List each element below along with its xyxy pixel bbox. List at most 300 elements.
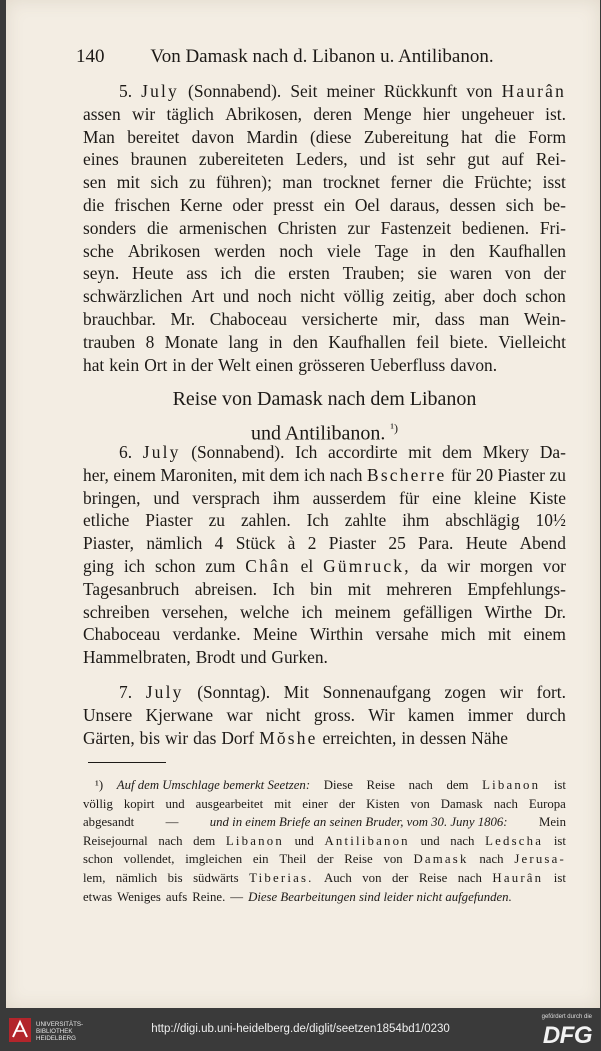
word: Dr. bbox=[544, 601, 566, 622]
word: presst bbox=[273, 194, 314, 215]
text-line bbox=[83, 532, 566, 555]
word: Mein bbox=[538, 815, 566, 830]
word: mit bbox=[487, 624, 512, 645]
viewer-footer bbox=[0, 1008, 601, 1051]
word: nach bbox=[479, 852, 504, 867]
word: ging bbox=[83, 555, 114, 576]
word: verdanke. bbox=[172, 624, 241, 645]
word: mit bbox=[274, 796, 292, 811]
word: July bbox=[142, 442, 181, 462]
word: frischen bbox=[114, 194, 171, 215]
text-line bbox=[83, 623, 566, 646]
word: Vielleicht bbox=[498, 331, 566, 352]
word: wir bbox=[499, 682, 523, 702]
word: schon bbox=[154, 555, 196, 576]
word: meinem bbox=[334, 601, 391, 622]
word: Welt bbox=[218, 354, 251, 375]
text-line bbox=[83, 240, 566, 263]
word: und bbox=[420, 833, 440, 848]
word: Mŏshe bbox=[259, 727, 318, 748]
word: noch bbox=[279, 240, 314, 261]
text-line bbox=[83, 103, 566, 126]
word: ¹) bbox=[95, 778, 104, 792]
word: sen bbox=[83, 172, 107, 193]
word: Reise bbox=[344, 852, 373, 867]
word: Antilibanon bbox=[324, 833, 410, 848]
page-number: 140 bbox=[76, 46, 105, 67]
word: Reise bbox=[366, 778, 395, 792]
text-line bbox=[83, 813, 566, 832]
word: trocknet bbox=[322, 172, 380, 193]
text-line bbox=[83, 331, 566, 354]
word: die bbox=[146, 217, 169, 238]
word: gross. bbox=[313, 704, 355, 725]
word: von bbox=[383, 852, 403, 867]
word: nach bbox=[408, 778, 433, 792]
footnote bbox=[83, 776, 566, 906]
word: vor bbox=[542, 555, 566, 576]
word: schwärzlichen bbox=[83, 286, 183, 307]
word: welche bbox=[240, 601, 290, 622]
word: schreiben bbox=[83, 601, 150, 622]
word: Mr. bbox=[170, 308, 196, 329]
funded-by-label: gefördert durch die bbox=[541, 1014, 592, 1020]
word: völlig bbox=[343, 286, 385, 307]
word: zahlte bbox=[344, 510, 387, 531]
word: armenischen bbox=[179, 217, 267, 238]
word: Abrikosen, bbox=[225, 103, 303, 124]
word: 10½ bbox=[535, 510, 566, 531]
text-line bbox=[83, 441, 566, 464]
word: ist bbox=[553, 778, 566, 792]
word: Wirthin bbox=[309, 624, 364, 645]
word: oder bbox=[232, 194, 264, 215]
word: schon bbox=[83, 852, 113, 867]
word: Ueberfluss bbox=[369, 354, 446, 375]
word: nach bbox=[493, 796, 518, 811]
word: — bbox=[165, 815, 179, 830]
word: ihm bbox=[402, 510, 430, 531]
word: mehreren bbox=[386, 578, 452, 599]
word: Ledscha bbox=[485, 833, 544, 848]
text-line bbox=[83, 601, 566, 624]
word: ist bbox=[397, 149, 415, 170]
text-line bbox=[83, 578, 566, 601]
word: von bbox=[466, 81, 493, 101]
text-line bbox=[83, 776, 566, 795]
word: sich bbox=[150, 172, 179, 193]
word: Para. bbox=[418, 533, 454, 554]
word: für bbox=[450, 464, 472, 485]
word: mit bbox=[116, 172, 140, 193]
word: biete. bbox=[449, 331, 488, 352]
word: Abend bbox=[519, 533, 566, 554]
word: zu bbox=[188, 172, 206, 193]
word: imgleichen bbox=[185, 852, 243, 867]
permalink[interactable]: http://digi.ub.uni-heidelberg.de/diglit/seetzen1854bd1/0230 bbox=[151, 1023, 450, 1035]
word: à bbox=[287, 533, 296, 554]
word: führen); bbox=[215, 172, 272, 193]
word: schon bbox=[525, 286, 566, 307]
word: Jerusa- bbox=[514, 852, 566, 867]
text-line bbox=[83, 126, 566, 149]
word: deren bbox=[313, 103, 352, 124]
word: ausserdem bbox=[312, 487, 387, 508]
word: durch bbox=[526, 704, 566, 725]
word: nämlich bbox=[115, 870, 158, 885]
word: man bbox=[479, 308, 510, 329]
word: (Sonnabend). bbox=[188, 81, 282, 101]
word: in bbox=[401, 727, 415, 748]
word: etwas bbox=[83, 889, 113, 904]
word: Reise bbox=[418, 870, 448, 885]
word: der bbox=[190, 354, 214, 375]
word: Kisten bbox=[366, 796, 400, 811]
word: Menge bbox=[363, 103, 412, 124]
word: kamen bbox=[407, 704, 455, 725]
word: Fastenzeit bbox=[380, 217, 452, 238]
word: einem bbox=[113, 464, 156, 485]
word: aber bbox=[444, 286, 475, 307]
word: 4 bbox=[214, 533, 224, 554]
word: für bbox=[398, 487, 420, 508]
word: zahlen. bbox=[240, 510, 291, 531]
word: Auf dem Umschlage bemerkt Seetzen: bbox=[116, 778, 311, 792]
word: Ich bbox=[295, 442, 318, 462]
text-line bbox=[83, 509, 566, 532]
word: fort. bbox=[536, 682, 566, 702]
word: von bbox=[504, 263, 531, 284]
word: Man bbox=[83, 126, 115, 147]
word: Seit bbox=[290, 81, 318, 101]
word: bedienen. bbox=[461, 217, 530, 238]
word: auf bbox=[501, 149, 524, 170]
word: nicht bbox=[300, 286, 335, 307]
word: Kaufhallen bbox=[488, 240, 566, 261]
word: Form bbox=[528, 126, 566, 147]
text-line bbox=[83, 354, 566, 377]
word: be- bbox=[543, 194, 566, 215]
word: der bbox=[391, 870, 409, 885]
word: Libanon bbox=[225, 833, 284, 848]
word: wir bbox=[132, 103, 156, 124]
word: zubereiteten bbox=[198, 149, 284, 170]
word: da bbox=[420, 555, 438, 576]
word: zum bbox=[205, 555, 236, 576]
word: bis bbox=[167, 870, 183, 885]
word: bin bbox=[310, 578, 333, 599]
word: und bbox=[222, 286, 249, 307]
word: Hammelbraten, bbox=[83, 647, 191, 668]
word: die bbox=[442, 172, 464, 193]
word: die bbox=[254, 263, 276, 284]
word: nach bbox=[457, 870, 482, 885]
word: assen bbox=[83, 103, 121, 124]
word: mich bbox=[440, 624, 476, 645]
word: 8 bbox=[145, 331, 155, 352]
text-line bbox=[83, 832, 566, 851]
word: und in einem Briefe an seinen Bruder, vom 30. Juny 1806: bbox=[209, 815, 508, 830]
word: abreisen. bbox=[194, 578, 258, 599]
text-line bbox=[83, 850, 566, 869]
word: abschlägig bbox=[445, 510, 520, 531]
word: Ich bbox=[272, 578, 295, 599]
word: versicherte bbox=[301, 308, 378, 329]
word: Kerne bbox=[180, 194, 223, 215]
word: Piaster bbox=[145, 510, 193, 531]
word: daraus, bbox=[389, 194, 440, 215]
word: Heute bbox=[131, 263, 174, 284]
word: Wirthe bbox=[484, 601, 533, 622]
word: einem bbox=[523, 624, 566, 645]
word: Tagesanbruch bbox=[83, 578, 180, 599]
footnote-rule bbox=[88, 762, 166, 763]
word: (Sonnabend). bbox=[191, 442, 285, 462]
word: südwärts bbox=[193, 870, 239, 885]
word: meiner bbox=[326, 81, 375, 101]
word: ich bbox=[220, 263, 242, 284]
word: dessen bbox=[419, 727, 467, 748]
word: trauben bbox=[83, 331, 136, 352]
word: seyn. bbox=[83, 263, 120, 284]
word: Unsere bbox=[83, 704, 133, 725]
word: Stück bbox=[235, 533, 276, 554]
word: ersten bbox=[288, 263, 330, 284]
word: Chaboceau bbox=[83, 624, 161, 645]
word: Trauben; bbox=[342, 263, 405, 284]
text-line bbox=[83, 869, 566, 888]
word: ein bbox=[252, 852, 269, 867]
word: Diese bbox=[323, 778, 353, 792]
word: den bbox=[449, 240, 475, 261]
word: Fri- bbox=[539, 217, 566, 238]
word: Piaster, bbox=[83, 533, 134, 554]
word: ungeheuer bbox=[461, 103, 534, 124]
footnote-reference: ¹) bbox=[390, 421, 399, 435]
text-line bbox=[83, 262, 566, 285]
word: ein bbox=[323, 194, 345, 215]
text-line bbox=[83, 487, 566, 510]
word: davon bbox=[191, 126, 235, 147]
word: gut bbox=[467, 149, 490, 170]
word: Dorf bbox=[221, 727, 255, 748]
word: Empfehlungs- bbox=[467, 578, 566, 599]
word: gefälligen bbox=[402, 601, 473, 622]
word: el bbox=[300, 555, 314, 576]
word: July bbox=[145, 682, 184, 702]
word: Nähe bbox=[471, 727, 508, 748]
word: war bbox=[226, 704, 253, 725]
word: Heute bbox=[465, 533, 508, 554]
word: Ort bbox=[144, 354, 168, 375]
word: und bbox=[153, 487, 180, 508]
word: Diese Bearbeitungen sind leider nicht aufgefunden. bbox=[248, 889, 512, 904]
word: das bbox=[193, 727, 217, 748]
word: lang bbox=[228, 331, 259, 352]
word: der bbox=[317, 852, 334, 867]
word: dass bbox=[434, 308, 465, 329]
word: immer bbox=[467, 704, 513, 725]
word: Leders, bbox=[295, 149, 348, 170]
word: waren bbox=[449, 263, 493, 284]
word: Piaster bbox=[497, 464, 545, 485]
word: 20 bbox=[475, 464, 494, 485]
word: ist. bbox=[545, 103, 566, 124]
word: hat bbox=[461, 126, 483, 147]
word: Art bbox=[191, 286, 215, 307]
text-line bbox=[83, 646, 566, 669]
word: Christen bbox=[277, 217, 337, 238]
word: zogen bbox=[444, 682, 486, 702]
word: Libanon bbox=[482, 778, 541, 792]
word: 7. bbox=[119, 682, 133, 702]
word: dem bbox=[193, 833, 216, 848]
word: ich bbox=[303, 464, 326, 485]
word: Haurân bbox=[501, 81, 566, 101]
word: Tage bbox=[374, 240, 409, 261]
word: in bbox=[422, 240, 436, 261]
word: vollendet, bbox=[123, 852, 175, 867]
text-line bbox=[83, 148, 566, 171]
word: einen bbox=[255, 354, 294, 375]
word: ihm bbox=[272, 487, 300, 508]
word: bis bbox=[139, 727, 160, 748]
word: braunen bbox=[130, 149, 187, 170]
word: zu bbox=[208, 510, 225, 531]
word: ausgearbeitet bbox=[195, 796, 264, 811]
word: mit bbox=[241, 464, 265, 485]
word: man bbox=[282, 172, 313, 193]
word: sehr bbox=[426, 149, 456, 170]
word: und bbox=[165, 796, 185, 811]
word: Kjerwane bbox=[145, 704, 214, 725]
word: Theil bbox=[279, 852, 307, 867]
word: täglich bbox=[166, 103, 214, 124]
word: wir bbox=[446, 555, 471, 576]
word: Oel bbox=[354, 194, 380, 215]
word: in bbox=[268, 331, 283, 352]
word: etliche bbox=[83, 510, 130, 531]
word: 2 bbox=[307, 533, 317, 554]
book-page bbox=[6, 0, 600, 1008]
word: July bbox=[141, 81, 179, 101]
word: zeitig, bbox=[392, 286, 436, 307]
word: ass bbox=[186, 263, 208, 284]
word: Auch bbox=[324, 870, 352, 885]
word: mit bbox=[347, 578, 371, 599]
word: völlig bbox=[83, 796, 113, 811]
word: sich bbox=[505, 194, 534, 215]
text-line bbox=[83, 308, 566, 331]
word: hat bbox=[83, 354, 105, 375]
word: und bbox=[240, 647, 267, 668]
text-line bbox=[83, 888, 566, 907]
text-line bbox=[83, 704, 566, 727]
word: der bbox=[338, 796, 356, 811]
word: Rückkunft bbox=[383, 81, 458, 101]
word: 5. bbox=[119, 81, 133, 101]
word: nach bbox=[329, 464, 363, 485]
word: Mit bbox=[283, 682, 309, 702]
word: Weniges bbox=[117, 889, 161, 904]
word: und bbox=[359, 149, 386, 170]
word: davon. bbox=[450, 354, 498, 375]
text-line bbox=[83, 555, 566, 578]
word: dem bbox=[269, 464, 300, 485]
word: wir bbox=[164, 727, 189, 748]
running-head bbox=[76, 46, 566, 68]
word: von bbox=[362, 870, 382, 885]
word: her, bbox=[83, 464, 109, 485]
word: versprach bbox=[192, 487, 260, 508]
word: feil bbox=[416, 331, 440, 352]
text-line bbox=[83, 285, 566, 308]
word: Monate bbox=[164, 331, 218, 352]
word: (diese bbox=[310, 126, 352, 147]
text-line bbox=[83, 171, 566, 194]
word: brauchbar. bbox=[83, 308, 156, 329]
word: dem bbox=[446, 778, 469, 792]
word: nach bbox=[450, 833, 475, 848]
text-line bbox=[83, 727, 566, 750]
word: Damask bbox=[440, 796, 483, 811]
text-line bbox=[83, 80, 566, 103]
word: eine bbox=[432, 487, 462, 508]
word: bereitet bbox=[127, 126, 180, 147]
word: (Sonntag). bbox=[197, 682, 271, 702]
word: Kaufhallen bbox=[328, 331, 406, 352]
text-line bbox=[83, 464, 566, 487]
word: Brodt bbox=[195, 647, 236, 668]
word: Haurân bbox=[492, 870, 544, 885]
word: — bbox=[230, 889, 244, 904]
word: Gärten, bbox=[83, 727, 135, 748]
word: nämlich bbox=[146, 533, 203, 554]
word: Meine bbox=[252, 624, 298, 645]
word: kopirt bbox=[123, 796, 155, 811]
dfg-logo: DFG bbox=[542, 1022, 592, 1049]
word: den bbox=[292, 331, 318, 352]
word: eines bbox=[83, 149, 119, 170]
word: Kiste bbox=[529, 487, 566, 508]
word: Zubereitung bbox=[363, 126, 449, 147]
text-line bbox=[83, 217, 566, 240]
paragraph-july-7 bbox=[83, 681, 566, 749]
word: Damask bbox=[413, 852, 469, 867]
word: sonders bbox=[83, 217, 137, 238]
word: dem bbox=[442, 442, 473, 462]
word: noch bbox=[257, 286, 292, 307]
paragraph-july-5 bbox=[83, 80, 566, 376]
word: in bbox=[172, 354, 186, 375]
word: Früchte; bbox=[474, 172, 533, 193]
word: bringen, bbox=[83, 487, 141, 508]
word: Abrikosen bbox=[127, 240, 201, 261]
word: lem, bbox=[83, 870, 106, 885]
word: erreichten, bbox=[322, 727, 397, 748]
word: ist bbox=[553, 833, 566, 848]
word: Sonnenaufgang bbox=[322, 682, 431, 702]
word: dessen bbox=[449, 194, 496, 215]
word: und bbox=[294, 833, 314, 848]
word: Reine. bbox=[192, 889, 226, 904]
word: versahe bbox=[375, 624, 429, 645]
library-name: UNIVERSITÄTS- BIBLIOTHEK HEIDELBERG bbox=[36, 1021, 84, 1042]
word: Gümruck, bbox=[323, 555, 411, 576]
word: mit bbox=[408, 442, 432, 462]
word: isst bbox=[542, 172, 566, 193]
section-heading bbox=[83, 385, 566, 449]
